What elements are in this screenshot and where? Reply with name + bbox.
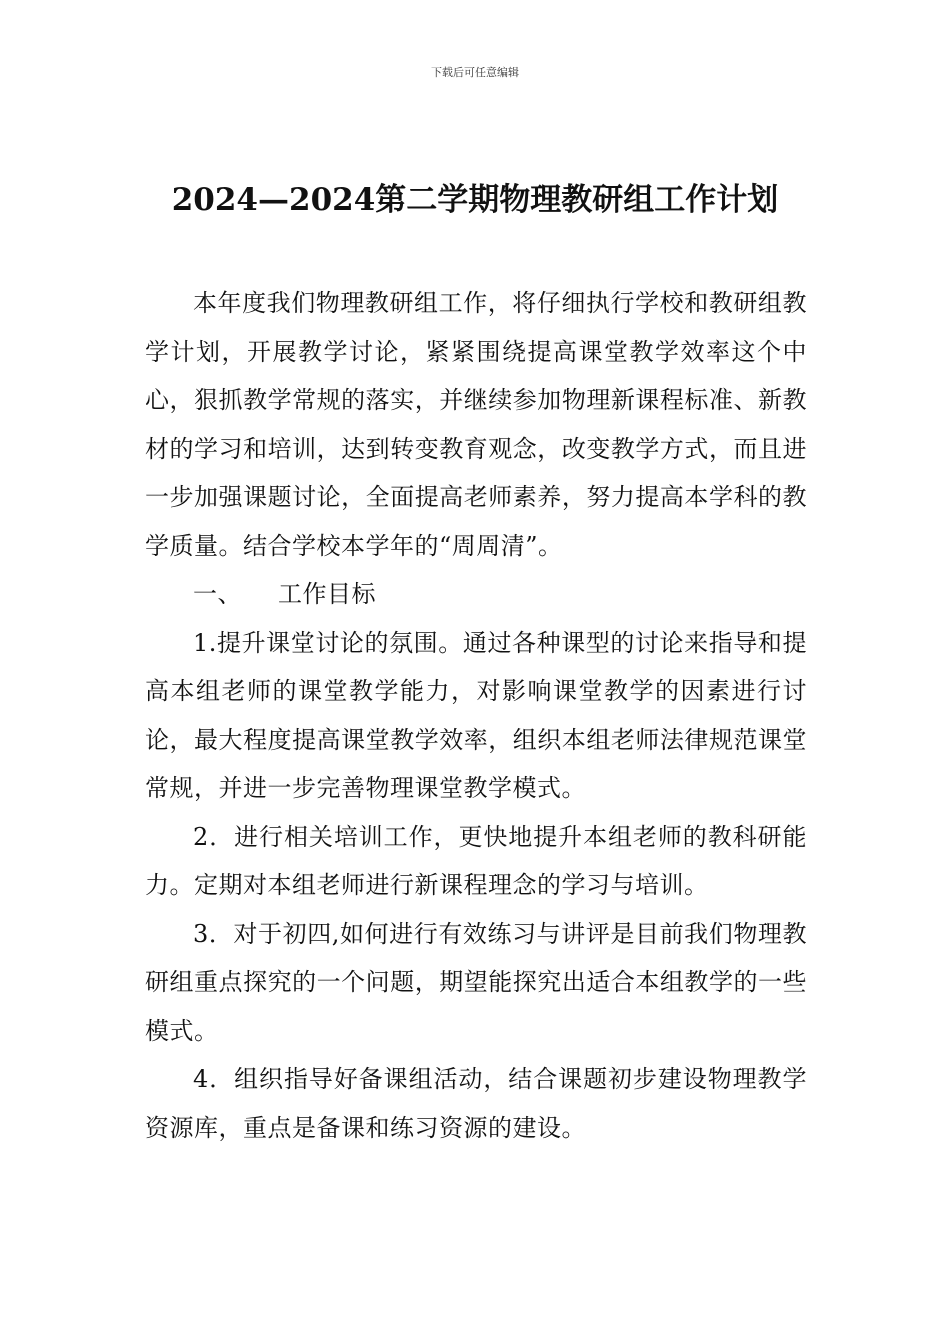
document-title: 2024—2024第二学期物理教研组工作计划 [171,182,779,218]
goal-item-4: 4．组织指导好备课组活动，结合课题初步建设物理教学资源库，重点是备课和练习资源的建设。 [145,1065,807,1142]
section-label: 工作目标 [278,580,376,608]
intro-paragraph: 本年度我们物理教研组工作，将仔细执行学校和教研组教学计划，开展教学讨论，紧紧围绕提高课堂教学效率这个中心，狠抓教学常规的落实，并继续参加物理新课程标准、新教材的学习和培训，达到转变教育观念，改变教学方式，而且进一步加强课题讨论，全面提高老师素养，努力提高本学科的教学质量。结合学校本学年的“周周清”。 [145,289,807,560]
section-number: 一、 [193,580,242,608]
goal-item-1: 1.提升课堂讨论的氛围。通过各种课型的讨论来指导和提高本组老师的课堂教学能力，对影响课堂教学的因素进行讨论，最大程度提高课堂教学效率，组织本组老师法律规范课堂常规，并进一步完善物理课堂教学模式。 [145,628,807,802]
goal-item-3: 3．对于初四,如何进行有效练习与讲评是目前我们物理教研组重点探究的一个问题，期望能探究出适合本组教学的一些模式。 [145,919,807,1045]
header-note: 下载后可任意编辑 [431,66,519,79]
document-body [145,279,807,1152]
goal-item-2: 2．进行相关培训工作，更快地提升本组老师的教科研能力。定期对本组老师进行新课程理念的学习与培训。 [145,822,807,899]
section-heading [145,570,807,619]
